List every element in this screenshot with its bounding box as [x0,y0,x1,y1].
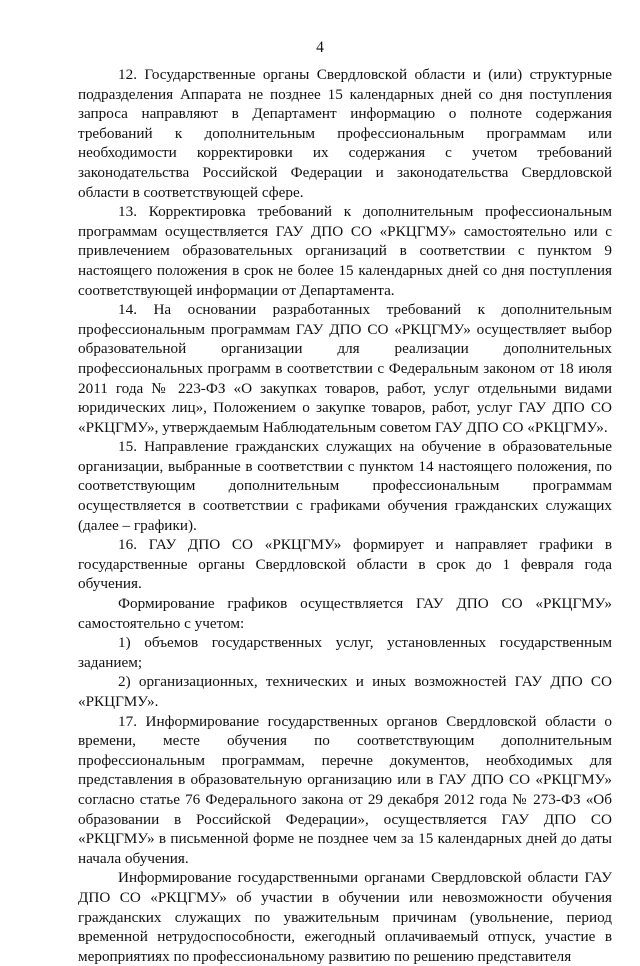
paragraph-12: 12. Государственные органы Свердловской области и (или) структурные подразделения Аппарата не позднее 15 календарных дней со дня поступления запроса направляют в Департамент информацию о полноте содержания требований к дополнительным профессиональным программам или необходимости корректировки их содержания с учетом требований законодательства Российской Федерации и законодательства Свердловской области в соответствующей сфере. [78,66,612,201]
paragraph-16: 16. ГАУ ДПО СО «РКЦГМУ» формирует и направляет графики в государственные органы Свердловской области в срок до 1 февраля года обучения. [78,536,612,593]
page-number: 4 [316,39,324,56]
paragraph-16-item-2: 2) организационных, технических и иных возможностей ГАУ ДПО СО «РКЦГМУ». [78,673,612,710]
paragraph-14: 14. На основании разработанных требований к дополнительным профессиональным программам ГАУ ДПО СО «РКЦГМУ» осуществляет выбор образовательной организации для реализации дополнительных профессиональных программ в соответствии с Федеральным законом от 18 июля 2011 года № 223-ФЗ «О закупках товаров, работ, услуг отдельными видами юридических лиц», Положением о закупке товаров, работ, услуг ГАУ ДПО СО «РКЦГМУ», утверждаемым Наблюдательным советом ГАУ ДПО СО «РКЦГМУ». [78,301,612,436]
paragraph-16-schedule-formation: Формирование графиков осуществляется ГАУ ДПО СО «РКЦГМУ» самостоятельно с учетом: [78,595,612,632]
document-body [78,65,612,966]
paragraph-17: 17. Информирование государственных органов Свердловской области о времени, месте обучения по соответствующим дополнительным профессиональным программам, перечне документов, необходимых для представления в образовательную организацию или в ГАУ ДПО СО «РКЦГМУ» согласно статье 76 Федерального закона от 29 декабря 2012 года № 273-ФЗ «Об образовании в Российской Федерации», осуществляется ГАУ ДПО СО «РКЦГМУ» в письменной форме не позднее чем за 15 календарных дней до даты начала обучения. [78,712,612,867]
paragraph-17-informing: Информирование государственными органами Свердловской области ГАУ ДПО СО «РКЦГМУ» об участии в обучении или невозможности обучения гражданских служащих по уважительным причинам (увольнение, период временной нетрудоспособности, ежегодный оплачиваемый отпуск, участие в мероприятиях по профессиональному развитию по решению представителя [78,869,612,965]
paragraph-16-item-1: 1) объемов государственных услуг, установленных государственным заданием; [78,634,612,671]
paragraph-13: 13. Корректировка требований к дополнительным профессиональным программам осуществляется ГАУ ДПО СО «РКЦГМУ» самостоятельно или с привлечением образовательных организаций в соответствии с пунктом 9 настоящего положения в срок не более 15 календарных дней со дня поступления соответствующей информации от Департамента. [78,203,612,299]
paragraph-15: 15. Направление гражданских служащих на обучение в образовательные организации, выбранные в соответствии с пунктом 14 настоящего положения, по соответствующим дополнительным профессиональным программам осуществляется в соответствии с графиками обучения гражданских служащих (далее – графики). [78,438,612,534]
